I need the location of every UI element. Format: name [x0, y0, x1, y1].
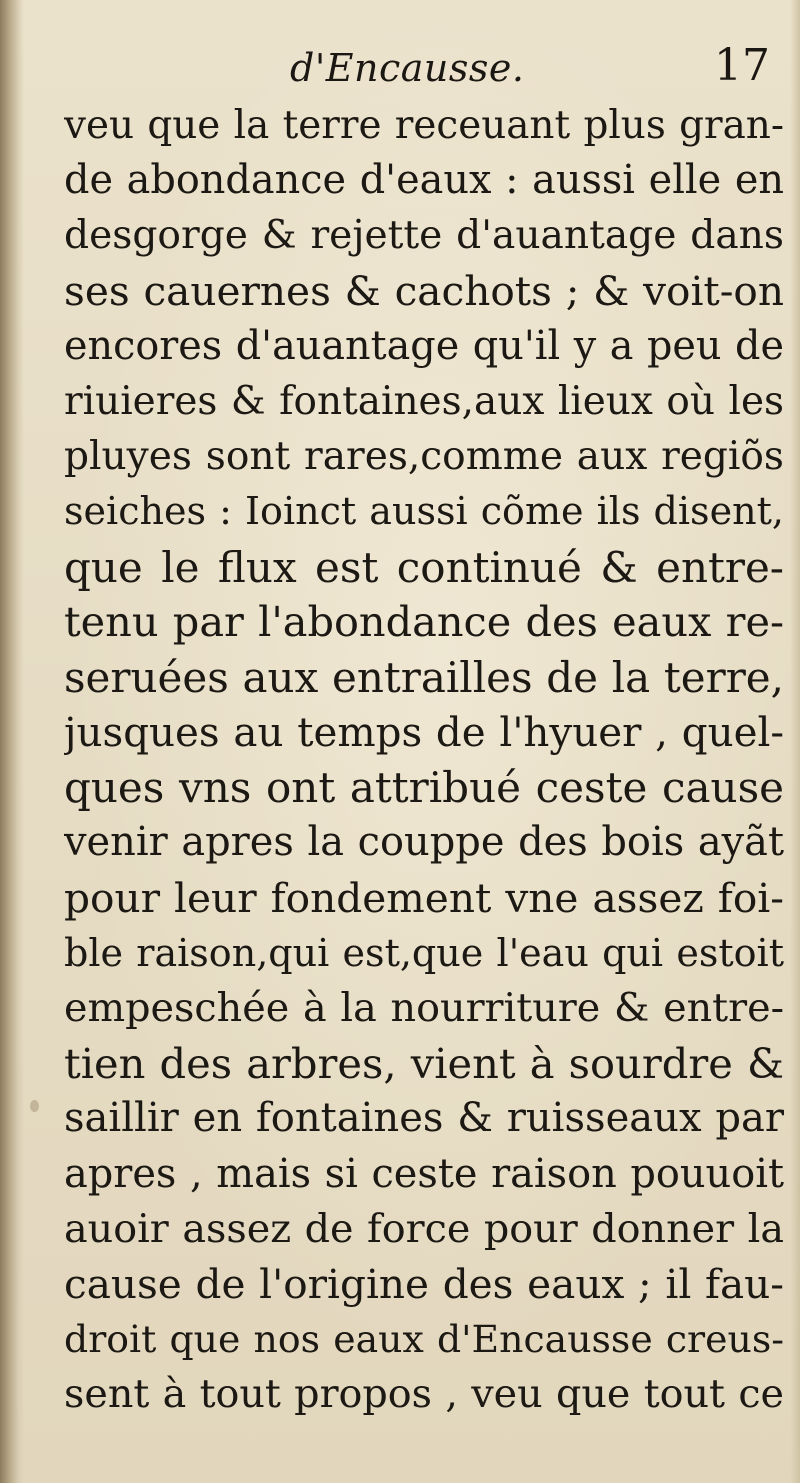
paper-stain	[30, 1100, 39, 1112]
page-number: 17	[714, 40, 770, 91]
page-edge-shadow	[790, 0, 800, 1483]
text-line: veu que la terre receuant plus gran-	[64, 103, 784, 148]
text-line: droit que nos eaux d'Encausse creus-	[64, 1317, 784, 1362]
page-header	[60, 38, 780, 98]
text-line: apres , mais si ceste raison pouuoit	[64, 1150, 784, 1197]
text-line: ses cauernes & cachots ; & voit-on	[64, 266, 784, 315]
running-head: d'Encausse.	[290, 46, 525, 90]
body-text	[64, 98, 784, 1423]
text-line: empeschée à la nourriture & entre-	[64, 985, 784, 1031]
text-line: tenu par l'abondance des eaux re-	[64, 597, 784, 646]
text-line: de abondance d'eaux : aussi elle en	[64, 157, 784, 204]
text-line: desgorge & rejette d'auantage dans	[64, 213, 784, 259]
text-line: ques vns ont attribué ceste cause	[64, 763, 784, 813]
text-line: seiches : Ioinct aussi cõme ils disent,	[64, 489, 784, 534]
text-line: tien des arbres, vient à sourdre &	[64, 1039, 784, 1089]
text-line: ble raison,qui est,que l'eau qui estoit	[64, 930, 784, 975]
text-line: pour leur fondement vne assez foi-	[64, 873, 784, 922]
text-line: saillir en fontaines & ruisseaux par	[64, 1095, 784, 1142]
text-line: seruées aux entrailles de la terre,	[64, 652, 784, 702]
text-line: jusques au temps de l'hyuer , quel-	[64, 709, 784, 757]
text-line: cause de l'origine des eaux ; il fau-	[64, 1259, 784, 1308]
text-line: pluyes sont rares,comme aux regiõs	[64, 434, 784, 480]
text-line: auoir assez de force pour donner la	[64, 1205, 784, 1252]
page-gutter-shadow	[0, 0, 24, 1483]
text-line: que le flux est continué & entre-	[64, 542, 784, 592]
text-line: sent à tout propos , veu que tout ce	[64, 1371, 784, 1418]
text-line: riuieres & fontaines,aux lieux où les	[64, 378, 784, 424]
text-line: encores d'auantage qu'il y a peu de	[64, 322, 784, 369]
text-line: venir apres la couppe des bois ayãt	[64, 819, 784, 866]
